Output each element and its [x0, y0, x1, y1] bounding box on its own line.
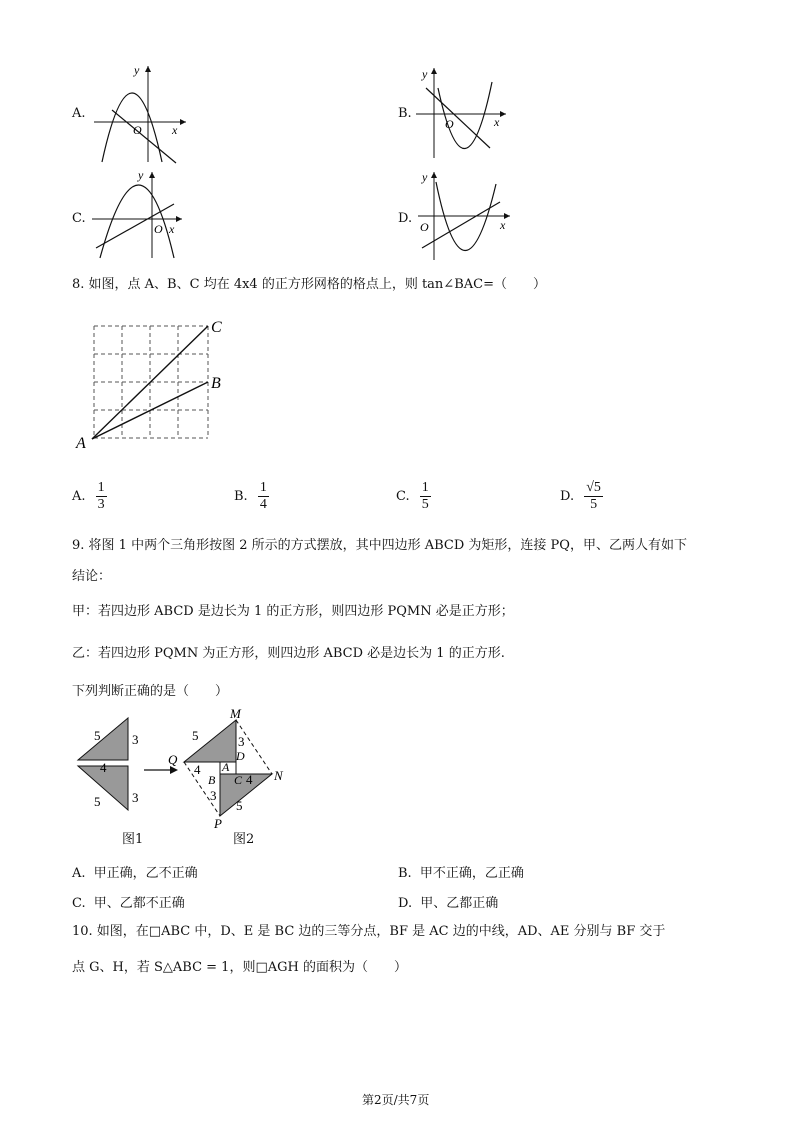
- q7-option-c-label[interactable]: C.: [72, 211, 86, 226]
- q9-fig2-caption: 图2: [233, 832, 255, 847]
- q9-option-b[interactable]: [398, 862, 524, 881]
- q9-yi: 乙：若四边形 PQMN 为正方形，则四边形 ABCD 必是边长为 1 的正方形.: [72, 646, 505, 661]
- q9-fig1-caption: 图1: [122, 832, 144, 847]
- q9-option-c-label: C.: [72, 896, 86, 911]
- q7-b-x-label: x: [494, 115, 500, 129]
- q9-fig1-bot-leg: 3: [132, 790, 139, 805]
- q8-option-c-num: 1: [421, 480, 429, 495]
- q8-option-c-label: C.: [396, 489, 410, 504]
- q7-option-d-label[interactable]: D.: [398, 211, 413, 226]
- q7-option-a-label[interactable]: A.: [72, 106, 86, 121]
- q9-option-c[interactable]: [72, 892, 185, 911]
- q9-figure-1: [72, 712, 150, 816]
- q7-b-y-label: y: [422, 67, 428, 81]
- q9-fig2-bot-hyp: 5: [236, 798, 243, 813]
- q8-option-d-label: D.: [560, 489, 575, 504]
- q9-fig2-P: P: [214, 816, 222, 831]
- q8-option-b-label: B.: [234, 489, 248, 504]
- q8-option-a-num: 1: [97, 480, 105, 495]
- q9-fig1-top-leg: 3: [132, 732, 139, 747]
- q9-fig2-D: D: [236, 749, 245, 763]
- q8-option-b-num: 1: [259, 480, 267, 495]
- q9-option-c-text: 甲、乙都不正确: [93, 896, 185, 911]
- q8-option-c-den: 5: [421, 497, 429, 512]
- q7-a-origin: O: [133, 123, 142, 137]
- q8-grid-figure: [70, 312, 240, 454]
- q9-fig1-bot-hyp: 5: [94, 794, 101, 809]
- q8-stem: 8. 如图，点 A、B、C 均在 4x4 的正方形网格的格点上，则 tan∠BAC=（ ）: [72, 277, 546, 292]
- q9-fig1-top-hyp: 5: [94, 728, 101, 743]
- q9-option-a-label: A.: [72, 866, 86, 881]
- q7-b-origin: O: [445, 117, 454, 131]
- q7-d-x-label: x: [500, 218, 506, 232]
- q10-line2: 点 G、H，若 S△ABC = 1，则□AGH 的面积为（ ）: [72, 960, 407, 975]
- q9-option-b-label: B.: [398, 866, 412, 881]
- page-footer: 第2页/共7页: [362, 1093, 430, 1107]
- q9-option-d-text: 甲、乙都正确: [420, 896, 499, 911]
- q9-fig2-A: A: [222, 760, 230, 774]
- q9-jia: 甲：若四边形 ABCD 是边长为 1 的正方形，则四边形 PQMN 必是正方形；: [72, 604, 514, 619]
- q8-point-c: C: [211, 319, 222, 336]
- q7-c-origin: O: [154, 222, 163, 236]
- q9-fig2-right-leg: 3: [210, 788, 217, 803]
- q9-option-a-text: 甲正确，乙不正确: [93, 866, 198, 881]
- q8-option-d[interactable]: [560, 480, 603, 513]
- q7-d-origin: O: [420, 220, 429, 234]
- q7-graph-d: [414, 168, 514, 262]
- q8-option-d-num: √5: [586, 480, 601, 495]
- q7-a-x-label: x: [172, 123, 178, 137]
- q8-option-b[interactable]: [234, 480, 269, 513]
- q7-c-x-label: x: [169, 222, 175, 236]
- q8-option-a[interactable]: [72, 480, 107, 513]
- q9-option-d-label: D.: [398, 896, 413, 911]
- q9-fig2-top-hyp: 5: [192, 728, 199, 743]
- q9-fig2-C: C: [234, 773, 243, 787]
- q7-a-y-label: y: [134, 63, 140, 77]
- q9-stem-line1: 9. 将图 1 中两个三角形按图 2 所示的方式摆放，其中四边形 ABCD 为矩形，连接 PQ，甲、乙两人有如下: [72, 538, 687, 553]
- q9-ask: 下列判断正确的是（ ）: [72, 684, 229, 699]
- q9-option-d[interactable]: [398, 892, 498, 911]
- q7-option-b-label[interactable]: B.: [398, 106, 412, 121]
- q8-option-b-den: 4: [259, 497, 267, 512]
- q10-line1: 10. 如图，在□ABC 中，D、E 是 BC 边的三等分点，BF 是 AC 边的中线，AD、AE 分别与 BF 交于: [72, 924, 666, 939]
- q9-fig2-M: M: [230, 706, 241, 721]
- q9-fig2-right-4: 4: [246, 772, 253, 787]
- q9-fig2-d3: 3: [238, 734, 245, 749]
- q7-graph-a: [90, 60, 190, 165]
- q8-option-a-den: 3: [97, 497, 105, 512]
- q8-option-c[interactable]: [396, 480, 431, 513]
- q9-fig1-mid: 4: [100, 760, 107, 775]
- q9-fig2-left-4: 4: [194, 762, 201, 777]
- q8-point-a: A: [76, 435, 86, 452]
- q8-option-a-label: A.: [72, 489, 86, 504]
- q8-option-d-den: 5: [590, 497, 598, 512]
- q9-option-a[interactable]: [72, 862, 198, 881]
- q7-d-y-label: y: [422, 170, 428, 184]
- q9-option-b-text: 甲不正确，乙正确: [419, 866, 524, 881]
- q7-graph-b: [412, 62, 512, 162]
- q9-stem-line2: 结论：: [72, 569, 112, 584]
- q9-fig2-N: N: [274, 768, 283, 783]
- q8-point-b: B: [211, 375, 221, 392]
- q9-fig2-Q: Q: [168, 752, 178, 767]
- q9-fig2-B: B: [208, 773, 216, 787]
- q7-graph-c: [90, 168, 190, 260]
- q9-figure-2: [164, 704, 294, 832]
- q7-c-y-label: y: [138, 168, 144, 182]
